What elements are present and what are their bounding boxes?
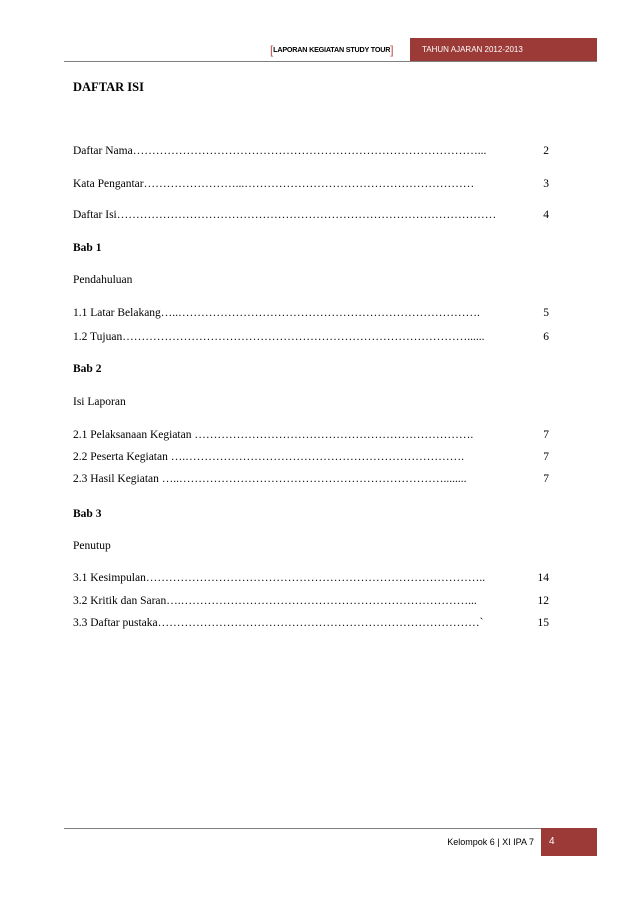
header-divider	[64, 61, 597, 62]
toc-entry-page: 12	[537, 595, 549, 607]
header-document-title	[270, 40, 393, 60]
toc-entry-label: 1.1 Latar Belakang…..…………………………………………………………………….	[73, 307, 480, 319]
header-school-year-band	[410, 38, 597, 62]
toc-entry	[73, 615, 549, 631]
footer-page-number-band	[541, 828, 597, 856]
chapter-title: Bab 1	[73, 242, 102, 254]
toc-entry-label: Kata Pengantar……………………...……………………………………………………	[73, 178, 475, 190]
footer-group-label: Kelompok 6 | XI IPA 7	[447, 837, 534, 847]
toc-entry-label: 2.2 Peserta Kegiatan ….……………………………………………………………….	[73, 451, 464, 463]
toc-entry-page: 15	[537, 617, 549, 629]
toc-entry-page: 3	[543, 178, 549, 190]
page-title: DAFTAR ISI	[73, 80, 144, 94]
toc-entry-label: 3.2 Kritik dan Saran….…………………………………………………………………...	[73, 595, 477, 607]
toc-entry-page: 7	[543, 451, 549, 463]
toc-entry-page: 2	[543, 145, 549, 157]
chapter-title: Bab 3	[73, 508, 102, 520]
toc-entry-page: 7	[543, 429, 549, 441]
header-school-year: TAHUN AJARAN 2012-2013	[422, 45, 523, 54]
toc-entry-label: 3.1 Kesimpulan……………………………………………………………………………..	[73, 572, 486, 584]
toc-entry	[73, 471, 549, 487]
toc-entry-label: 2.1 Pelaksanaan Kegiatan ……………………………………………………………….	[73, 429, 474, 441]
toc-entry	[73, 176, 549, 192]
toc-entry-label: Daftar Isi………………………………………………………………………………………	[73, 209, 497, 221]
chapter-subtitle: Pendahuluan	[73, 274, 133, 286]
toc-entry-label: 1.2 Tujuan………………………………………………………………………………......	[73, 331, 485, 343]
toc-entry-page: 5	[543, 307, 549, 319]
toc-entry-page: 7	[543, 473, 549, 485]
chapter-subtitle: Isi Laporan	[73, 396, 126, 408]
toc-entry-label: 2.3 Hasil Kegiatan …..……………………………………………………………........	[73, 473, 467, 485]
toc-entry	[73, 207, 549, 223]
header-bracket-close: ]	[390, 43, 394, 58]
toc-entry-page: 14	[537, 572, 549, 584]
header-bracket-open: [	[270, 43, 274, 58]
toc-entry-label: 3.3 Daftar pustaka…………………………………………………………………………`	[73, 617, 484, 629]
toc-entry	[73, 305, 549, 321]
chapter-title: Bab 2	[73, 363, 102, 375]
toc-entry	[73, 593, 549, 609]
toc-entry	[73, 143, 549, 159]
chapter-subtitle: Penutup	[73, 540, 111, 552]
toc-entry-label: Daftar Nama………………………………………………………………………………...	[73, 145, 487, 157]
toc-entry	[73, 329, 549, 345]
toc-entry	[73, 570, 549, 586]
toc-entry-page: 4	[543, 209, 549, 221]
header-title-text: LAPORAN KEGIATAN STUDY TOUR	[273, 45, 391, 54]
toc-entry-page: 6	[543, 331, 549, 343]
toc-entry	[73, 427, 549, 443]
page-number: 4	[549, 836, 555, 847]
toc-entry	[73, 449, 549, 465]
